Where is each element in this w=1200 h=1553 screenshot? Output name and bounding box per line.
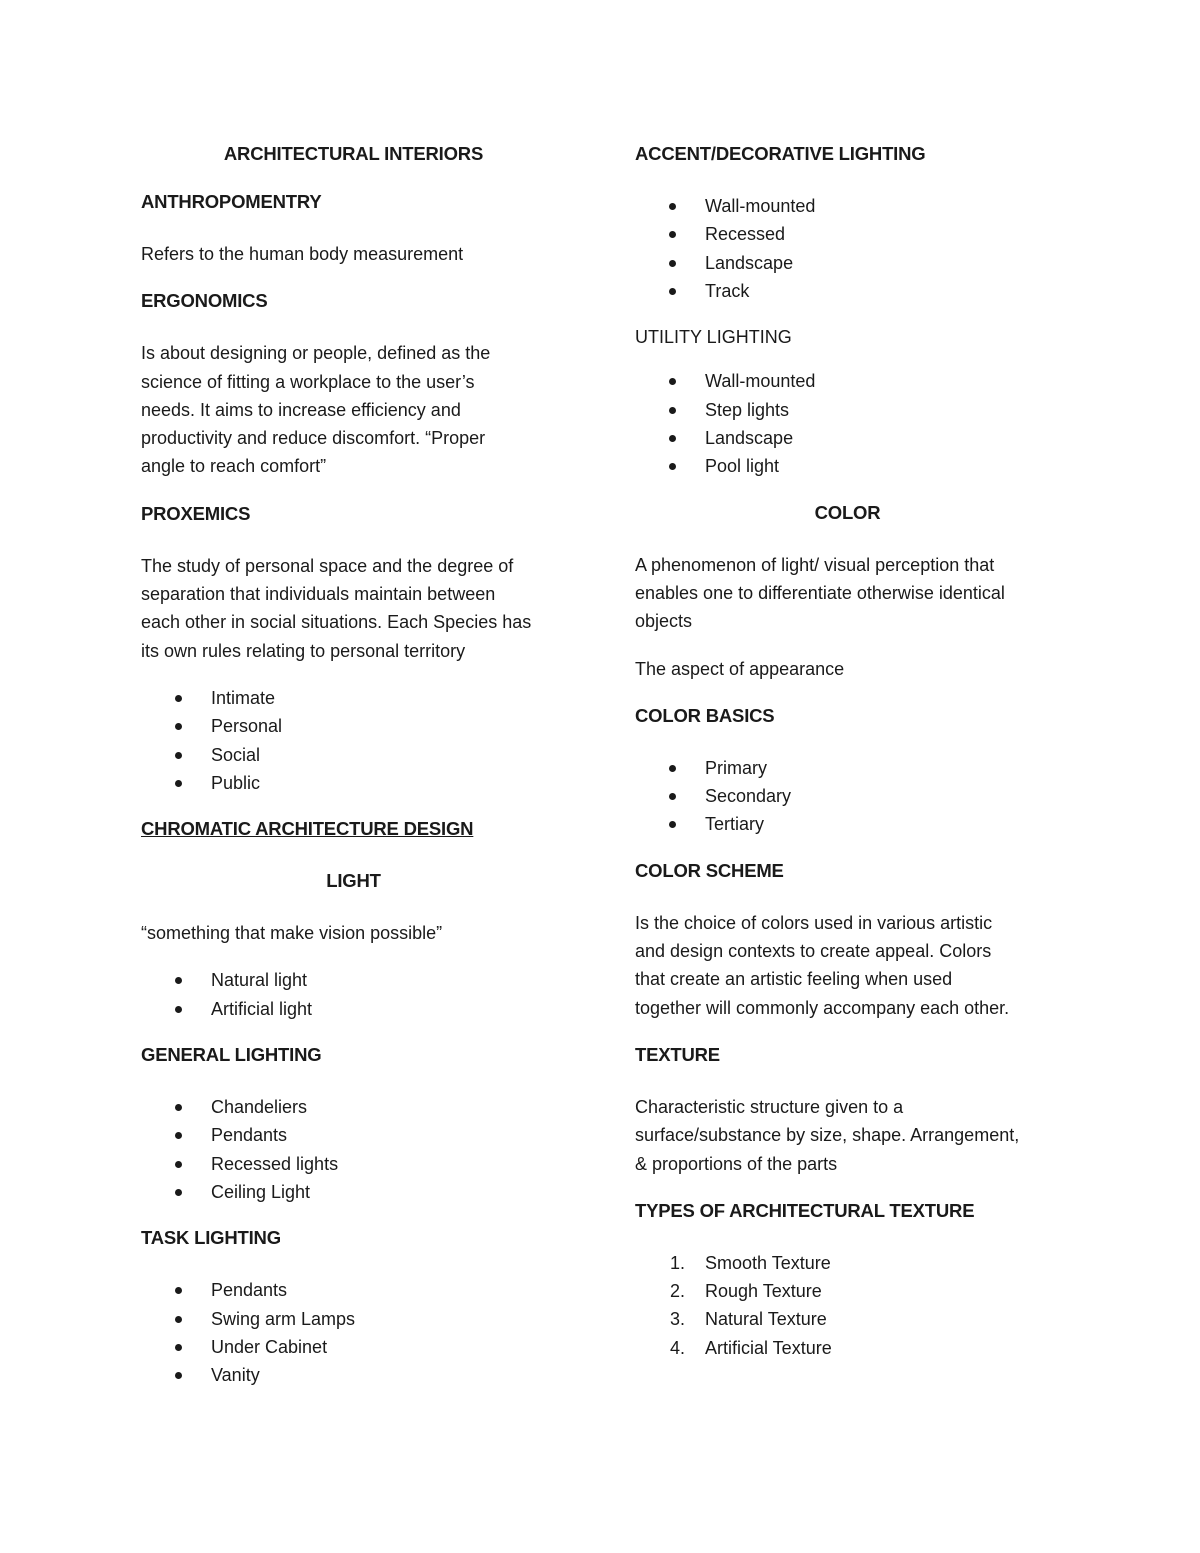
bullet-icon [669,378,676,385]
list-item: Chandeliers [141,1093,566,1121]
color-scheme-text [635,909,1060,1022]
list-item: Pendants [141,1276,566,1304]
list-item: Step lights [635,396,1060,424]
texture-types-list [635,1249,1060,1362]
accent-lighting-heading: ACCENT/DECORATIVE LIGHTING [635,143,926,164]
bullet-icon [175,1132,182,1139]
list-number: 4. [670,1337,686,1358]
document-title: ARCHITECTURAL INTERIORS [223,143,484,164]
bullet-icon [669,288,676,295]
text-line: and design contexts to create appeal. Colors [635,941,992,962]
text-line: A phenomenon of light/ visual perception that [635,554,995,575]
text-line: Is the choice of colors used in various artistic [635,912,993,933]
bullet-icon [669,765,676,772]
color-scheme-heading: COLOR SCHEME [635,859,784,881]
proxemics-list [141,684,566,797]
list-item: Vanity [141,1361,566,1389]
list-number: 3. [670,1309,686,1330]
list-item: Wall-mounted [635,192,1060,220]
bullet-icon [175,1344,182,1351]
list-item: 1. Smooth Texture [635,1249,1060,1277]
list-number: 2. [670,1281,686,1302]
list-item: Personal [141,712,566,740]
list-item: Landscape [635,424,1060,452]
anthropometry-heading: ANTHROPOMENTRY [141,191,322,212]
list-number: 1. [670,1252,686,1273]
color-text-2: The aspect of appearance [635,658,845,679]
bullet-icon [175,1104,182,1111]
bullet-icon [175,977,182,984]
color-basics-heading: COLOR BASICS [635,704,775,726]
list-item: Ceiling Light [141,1178,566,1206]
list-item: 2. Rough Texture [635,1277,1060,1305]
text-line: productivity and reduce discomfort. “Proper [141,428,486,449]
bullet-icon [175,752,182,759]
general-lighting-heading: GENERAL LIGHTING [141,1044,322,1066]
text-line: its own rules relating to personal territory [141,640,466,661]
bullet-icon [669,260,676,267]
list-item: 3. Natural Texture [635,1305,1060,1333]
bullet-icon [175,695,182,702]
bullet-icon [175,1006,182,1013]
right-column [635,140,1060,1380]
accent-lighting-list [635,192,1060,305]
list-item: Social [141,741,566,769]
text-line: enables one to differentiate otherwise identical [635,582,1005,603]
texture-types-heading: TYPES OF ARCHITECTURAL TEXTURE [635,1199,975,1221]
bullet-icon [669,821,676,828]
proxemics-text [141,552,566,665]
color-heading: COLOR [814,501,881,523]
list-item: Primary [635,754,1060,782]
color-basics-list [635,754,1060,839]
text-line: together will commonly accompany each other. [635,997,1010,1018]
list-item: Public [141,769,566,797]
light-list [141,966,566,1023]
text-line: surface/substance by size, shape. Arrangement, [635,1125,1020,1146]
bullet-icon [175,1189,182,1196]
task-lighting-list [141,1276,566,1389]
general-lighting-list [141,1093,566,1206]
texture-heading: TEXTURE [635,1043,720,1065]
bullet-icon [669,793,676,800]
left-column [141,140,566,1407]
utility-lighting-list [635,367,1060,480]
bullet-icon [175,780,182,787]
anthropometry-text: Refers to the human body measurement [141,244,464,264]
light-text: “something that make vision possible” [141,923,443,944]
list-item: Artificial light [141,995,566,1023]
text-line: The study of personal space and the degree of [141,555,514,576]
list-item: Tertiary [635,810,1060,838]
task-lighting-heading: TASK LIGHTING [141,1227,281,1249]
proxemics-heading: PROXEMICS [141,502,251,524]
list-item: Track [635,277,1060,305]
list-item: Under Cabinet [141,1333,566,1361]
bullet-icon [175,1161,182,1168]
text-line: separation that individuals maintain between [141,584,496,605]
ergonomics-heading: ERGONOMICS [141,290,268,312]
text-line: & proportions of the parts [635,1153,838,1174]
text-line: objects [635,611,693,632]
list-item: Pendants [141,1121,566,1149]
bullet-icon [669,231,676,238]
text-line: science of fitting a workplace to the user’s [141,371,475,392]
bullet-icon [669,407,676,414]
text-line: needs. It aims to increase efficiency and [141,399,461,420]
color-text [635,551,1060,636]
list-item: Pool light [635,452,1060,480]
bullet-icon [669,203,676,210]
utility-lighting-heading: UTILITY LIGHTING [635,327,792,348]
light-heading: LIGHT [326,870,381,892]
ergonomics-text [141,339,566,480]
list-item: Swing arm Lamps [141,1305,566,1333]
list-item: Natural light [141,966,566,994]
text-line: Characteristic structure given to a [635,1096,904,1117]
bullet-icon [669,463,676,470]
bullet-icon [175,1287,182,1294]
bullet-icon [669,435,676,442]
list-item: Recessed [635,220,1060,248]
text-line: each other in social situations. Each Species has [141,612,532,633]
text-line: that create an artistic feeling when used [635,969,953,990]
bullet-icon [175,1372,182,1379]
chromatic-heading: CHROMATIC ARCHITECTURE DESIGN [141,818,474,840]
list-item: Intimate [141,684,566,712]
bullet-icon [175,1316,182,1323]
bullet-icon [175,723,182,730]
text-line: angle to reach comfort” [141,456,327,477]
list-item: Secondary [635,782,1060,810]
list-item: Recessed lights [141,1150,566,1178]
list-item: 4. Artificial Texture [635,1334,1060,1362]
texture-text [635,1093,1060,1178]
list-item: Landscape [635,249,1060,277]
list-item: Wall-mounted [635,367,1060,395]
text-line: Is about designing or people, defined as the [141,343,491,364]
